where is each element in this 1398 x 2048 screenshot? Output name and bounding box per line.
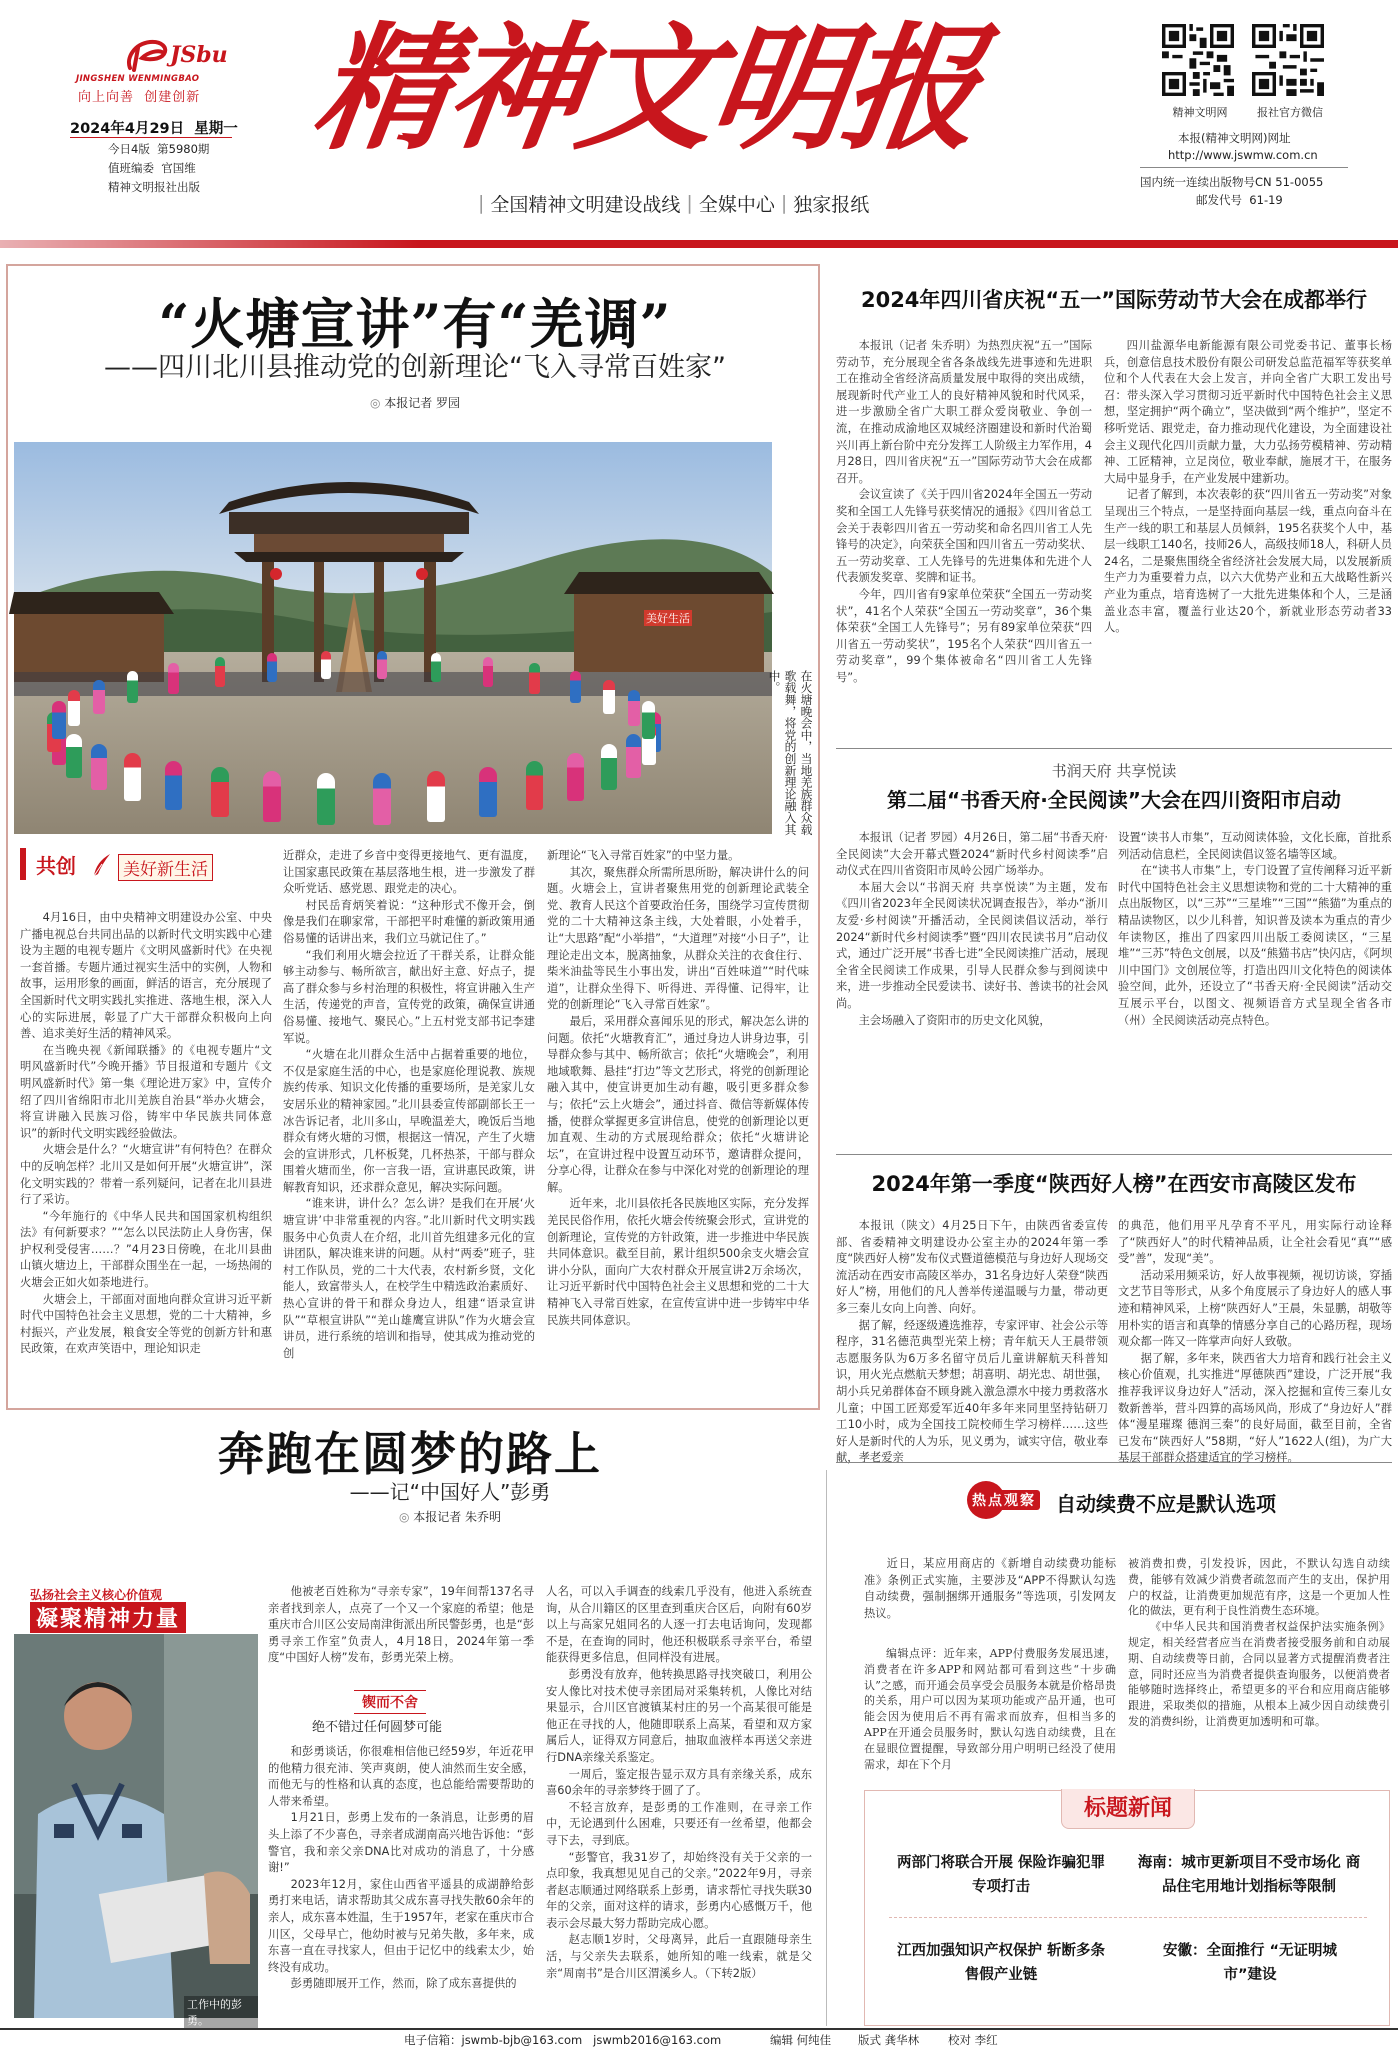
paragraph: 人名，可以入手调查的线索几乎没有，他进入系统查询，从合川籍区的区里查到重庆合区后，向附有60岁以上与高家兄姐同名的人逐一打去电话询问，发现都不是，在查询的同时，他还积极联系寻亲平台，希望能获得更多信息，但同样没有进展。 xyxy=(546,1585,812,1665)
logo-mark-icon xyxy=(124,38,170,72)
story3-col-1 xyxy=(836,830,1108,1130)
paragraph: 今年，四川省有9家单位荣获“全国五一劳动奖状”，41名个人荣获“全国五一劳动奖章”，36个集体荣获“全国工人先锋号”；另有89家单位荣获“四川省五一劳动奖状”，195名个人荣获“四川省五一劳动奖章”，99个集体被命名“四川省工人先锋号”。 xyxy=(836,587,1092,684)
festival-scene-image xyxy=(14,442,772,834)
lead-story-col-3 xyxy=(547,848,809,1370)
issue-edition: 今日4版 第5980期 xyxy=(108,142,210,156)
qr-icon xyxy=(1162,24,1234,96)
hotspot-col-1 xyxy=(864,1646,1116,1771)
paragraph: 记者了解到，本次表彰的获“四川省五一劳动奖”对象呈现出三个特点，一是坚持面向基层一线，重点向奋斗在生产一线的职工和基层人员倾斜，195名获奖个人中，基层一线职工140名，技师26人，高级技师18人，科研人员24名，二是聚焦围绕全省经济社会发展大局，以发展新质生产力为重要着力点，以六大优势产业和五大战略性新兴产业为重点，培育选树了一大批先进集体和个人，三是涵盖业态丰富，覆盖行业达20个，新就业形态劳动者33人。 xyxy=(1104,488,1392,635)
site-url[interactable]: http://www.jswmw.com.cn xyxy=(1168,148,1318,162)
briefs-header-text: 标题新闻 xyxy=(1083,1795,1172,1821)
paragraph: “彭警官，我31岁了，却始终没有关于父亲的一点印象，我真想见见自己的父亲。”2022年9月，寻亲者赵志顺通过网络联系上彭勇，请求帮忙寻找失联30年的父亲，面对这样的请求，彭勇内心感慨万千，他表示会尽最大努力帮助完成心愿。 xyxy=(546,1850,812,1930)
masthead xyxy=(0,0,1398,262)
core-values-tag-b: 凝聚精神力量 xyxy=(30,1602,186,1633)
story2-title: 2024年四川省庆祝“五一”国际劳动节大会在成都举行 xyxy=(860,288,1368,312)
paragraph: 据了解，多年来，陕西省大力培育和践行社会主义核心价值观，扎实推进“厚德陕西”建设，广泛开展“我推荐我评议身边好人”活动，深入挖掘和宣传三秦儿女数新善举，营斗四算的高场风尚，形成了“身边好人”群体“漫星璀璨 德润三秦”的良好局面，截至目前，全省已发布“陕西好人”58期，“好人”1622人(组)，为广大基层干部群众搭建适宜的学习榜样。 xyxy=(1118,1351,1392,1465)
postal-code: 邮发代号 61-19 xyxy=(1196,193,1283,207)
logo-script: JSbu xyxy=(170,42,228,68)
logo-pinyin: JINGSHEN WENMINGBAO xyxy=(76,74,200,84)
footer-email: 电子信箱：jswmb-bjb@163.com jswmb2016@163.com xyxy=(404,2033,722,2047)
byline-text: 本报记者 朱乔明 xyxy=(413,1510,502,1524)
story5-col-2 xyxy=(546,1584,812,2024)
story5-byline xyxy=(250,1508,650,1525)
qr-label-wechat: 报社官方微信 xyxy=(1257,106,1323,119)
story3-title: 第二届“书香天府·全民阅读”大会在四川资阳市启动 xyxy=(887,788,1341,812)
hotspot-badge-text: 热点观察 xyxy=(972,1493,1036,1509)
paragraph: 4月16日，由中央精神文明建设办公室、中央广播电视总台共同出品的以新时代文明实践中心建设为主题的电视专题片《文明风盛新时代》在央视一套首播。专题片通过视实生活中的实例，人物和故事，运用形象的画面，鲜活的语言，充分展现了全国新时代文明实践扎实推进、落地生根，深入人心的实际进展，彰显了广大干部群众积极向上向善、追求美好生活的精神风采。 xyxy=(20,911,272,1041)
paragraph: 活动采用频采访，好人故事视频，视切访谈，穿插文艺节目等形式，从多个角度展示了身边好人的感人事迹和精神风采，上榜“陕西好人”王晨，朱显鹏，胡敬等用朴实的语言和真挚的情感分享自己的心路历程，现场观众都一阵又一阵掌声向好人致敬。 xyxy=(1118,1268,1392,1349)
tagline-item: 全国精神文明建设战线 xyxy=(490,193,681,216)
paragraph: 本报讯（陕文）4月25日下午，由陕西省委宣传部、省委精神文明建设办公室主办的2024年第一季度“陕西好人榜”发布仪式暨道德模范与身边好人现场交流活动在西安市高陵区举办，31名身边好人荣登“陕西好人”榜，用他们的凡人善举传递温暖与力量，带动更多三秦儿女向上向善、向好。 xyxy=(836,1219,1108,1315)
story3-col-2 xyxy=(1118,830,1392,1130)
qr-icon xyxy=(1252,24,1324,96)
feather-icon xyxy=(90,852,112,878)
section-heading xyxy=(268,1688,534,1738)
footer xyxy=(0,2032,1398,2046)
qr-code-wechat[interactable] xyxy=(1252,24,1324,96)
brief-item[interactable] xyxy=(1131,1851,1367,1899)
byline-text: 本报记者 罗园 xyxy=(384,396,461,410)
briefs-header xyxy=(1061,1789,1195,1829)
paragraph: 和彭勇谈话，你很难相信他已经59岁，年近花甲的他精力很充沛、笑声爽朗，使人油然而生安全感，而他无与的性格和认真的态度，也总能给需要帮助的人带来希望。 xyxy=(268,1745,534,1808)
footer-proof: 校对 李红 xyxy=(948,2033,998,2047)
section-title: 锲而不舍 xyxy=(354,1690,426,1714)
footer-design: 版式 龚华林 xyxy=(858,2033,920,2047)
paragraph: 不轻言放弃，是彭勇的工作准则，在寻亲工作中，无论遇到什么困难，只要还有一丝希望，他都会寻下去，寻到底。 xyxy=(546,1800,812,1847)
column-tag-b: 美好新生活 xyxy=(118,854,213,881)
publisher: 精神文明报社出版 xyxy=(108,180,200,194)
story3-kicker: 书润天府 共享悦读 xyxy=(1051,762,1177,780)
paragraph: 在“读书人市集”上，专门设置了宣传阐释习近平新时代中国特色社会主义思想读物和党的二十大精神的重点出版物区，以“三苏”“三星堆”“三国”“熊猫”为重点的精品读物区，以少儿科普，知识普及读本为重点的青少年读物区，推出了四家四川出版工委阅读区，“三星堆”“三苏”特色文创展，以及“熊猫书店”快闪店，《阿坝川中国门》文创展位等，打造出四川文化特色的阅读体验空间，此外，还设立了“书香天府·全民阅读”活动交互展示平台，以图文、视频语音方式呈现全省各市（州）全民阅读活动亮点特色。 xyxy=(1118,864,1392,1027)
paragraph: 一周后，鉴定报告显示双方具有亲缘关系，成东喜60余年的寻亲梦终于圆了了。 xyxy=(546,1767,812,1798)
site-label: 本报(精神文明网)网址 xyxy=(1178,131,1291,145)
paragraph: 《中华人民共和国消费者权益保护法实施条例》规定，相关经营者应当在消费者接受服务前和自动展期、自动续费等日前，合同以显著方式提醒消费者注意，同时还应当为消费者提供查询服务，以便消费者能够随时选择终止，希望更多的平台和应用商店能够跟进，采取类似的措施，从根本上减少因自动续费引发的消费纠纷，让消费更加透明和可靠。 xyxy=(1128,1620,1390,1728)
paragraph: 火塘会上，干部面对面地向群众宣讲习近平新时代中国特色社会主义思想，党的二十大精神，乡村振兴，产业发展，粮食安全等党的创新方针和惠民政策，在欢声笑语中，理论知识走 xyxy=(20,1292,272,1356)
core-values-tag xyxy=(20,1586,270,1632)
qr-label-website: 精神文明网 xyxy=(1172,106,1228,119)
paragraph: 最后，采用群众喜闻乐见的形式，解决怎么讲的问题。依托“火塘教育汇”，通过身边人讲身边事，引导群众参与其中、畅所欲言；依托“火塘晚会”，利用地域歌舞、悬挂“打边”等文艺形式，将党的创新理论融入其中，使宣讲更加生动有趣，吸引更多群众参与；依托“云上火塘会”，通过抖音、微信等新媒体传播，使群众掌握更多宣讲信息，使党的创新理论以更加直观、生动的方式展现给群众；依托“火塘讲论坛”，在宣讲过程中设置互动环节，邀请群众提问，分享心得，让群众在参与中深化对党的创新理论的理解。 xyxy=(547,1014,809,1194)
brief-item-text: 海南：城市更新项目不受市场化 商品住宅用地计划指标等限制 xyxy=(1137,1855,1361,1895)
story4-title: 2024年第一季度“陕西好人榜”在西安市高陵区发布 xyxy=(871,1172,1357,1196)
story4-col-1 xyxy=(836,1218,1108,1465)
story4-col-2 xyxy=(1118,1218,1392,1465)
paragraph: 2023年12月，家住山西省平遥县的成湖静给彭勇打来电话，请求帮助其父成东喜寻找失散60余年的亲人，成东喜本姓温，生于1957年，老家在重庆市合川区，父母早亡，他幼时被与兄弟失散，多年来，成东喜一直在寻找家人，但由于记忆中的线索太少，始终没有成功。 xyxy=(268,1877,534,1974)
byline-dot-icon: ◎ xyxy=(398,1510,414,1524)
hotspot-col-1-lead xyxy=(864,1556,1116,1646)
paragraph: 的典范，他们用平凡孕育不平凡，用实际行动诠释了“陕西好人”的时代精神品质，让全社会看见“真”“感受”善”，发现“美”。 xyxy=(1118,1219,1392,1266)
paragraph: 近群众，走进了乡音中变得更接地气、更有温度，让国家惠民政策在基层落地生根，进一步激发了群众听党话、感党恩、跟党走的决心。 xyxy=(283,849,535,896)
brief-item[interactable] xyxy=(1155,1939,1345,1987)
paragraph: 被消费扣费，引发投诉，因此，不默认勾选自动续费，能够有效减少消费者疏忽而产生的支出，保护用户的权益，让消费更加规范有序，这是一个更加人性化的做法，更有利于良性消费生态环境。 xyxy=(1128,1557,1390,1618)
paragraph: 彭勇没有放弃，他转换思路寻找突破口，利用公安人像比对技术使寻亲团局对采集转机，人像比对结果显示，合川区官渡镇某村庄的另一个高某很可能是他正在寻找的人，他随即联系上高某，看望和双方家属后人，证得双方同意后，抽取血液样本再送父亲进行DNA亲缘关系鉴定。 xyxy=(546,1667,812,1764)
paragraph: 本报讯（记者 朱乔明）为热烈庆祝“五一”国际劳动节，充分展现全省各条战线先进事迹和先进职工在推动全省经济高质量发展中取得的突出成绩，展现新时代产业工人的良好精神风貌和时代风采，进一步激励全省广大职工群众爱岗敬业、争创一流，在推动成渝地区双城经济圈建设和新时代治蜀兴川再上新台阶中充分发挥工人阶级主力军作用，4月28日，四川省庆祝“五一”国际劳动节大会在成都召开。 xyxy=(836,339,1092,485)
paragraph: 主会场融入了资阳市的历史文化风貌， xyxy=(858,1013,1051,1027)
paragraph: 1月21日，彭勇上发布的一条消息，让彭勇的眉头上添了不少喜色，寻亲者成湖南高兴地告诉他：“彭警官，我和亲父亲DNA比对成功的消息了，十分感谢!” xyxy=(268,1811,534,1875)
lead-story-col-2 xyxy=(283,848,535,1370)
column-tag xyxy=(20,848,220,882)
brief-item[interactable] xyxy=(891,1939,1111,1987)
paragraph: 设置“读书人市集”，互动阅读体验，文化长廊，首批系列活动信息栏，全民阅读倡议签名墙等区域。 xyxy=(1118,831,1392,861)
paragraph: 本届大会以“书润天府 共享悦读”为主题，发布《四川省2023年全民阅读状况调查报告》，举办“浙川友爱·乡村阅读”开播活动，全民阅读倡议活动，举行2024“新时代乡村阅读季”暨“四川农民读书月”启动仪式，通过广泛开展“书香七进”全民阅读推广活动，展现全省全民阅读工作成果，引导人民群众参与到阅读中来，进一步推动全民爱读书、读好书、善读书的社会风尚。 xyxy=(836,880,1108,1010)
paragraph: 火塘会是什么？“火塘宣讲”有何特色？在群众中的反响怎样？北川又是如何开展“火塘宣讲”，深化文明实践的？带着一系列疑问，记者在北川县进行了采访。 xyxy=(20,1143,272,1207)
column-tag-a: 共创 xyxy=(36,854,76,878)
brief-item-text: 安徽：全面推行 “无证明城市”建设 xyxy=(1162,1943,1338,1983)
lead-story-subtitle: ——四川北川县推动党的创新理论“飞入寻常百姓家” xyxy=(104,352,726,383)
brief-item-text: 江西加强知识产权保护 斩断多条售假产业链 xyxy=(896,1943,1106,1983)
story2-col-2 xyxy=(1104,338,1392,736)
duty-editor: 值班编委 官国维 xyxy=(108,161,196,175)
story5-col-1-top xyxy=(268,1584,534,1682)
cn-number: 国内统一连续出版物号CN 51-0055 xyxy=(1140,175,1324,189)
officer-portrait-image xyxy=(14,1634,258,2018)
paragraph: “今年施行的《中华人民共和国国家机构组织法》有何新要求？”“怎么以民法防止人身伤害，保护权利受侵害……？”4月23日傍晚，在北川县曲山镇火塘边上，干部群众围坐在一起，一场热闹的火塘会正如火如荼地进行。 xyxy=(20,1209,272,1290)
paragraph: 其次，聚焦群众所需所思所盼，解决讲什么的问题。火塘会上，宣讲者聚焦用党的创新理论武装全党、教育人民这个首要政治任务，围绕学习宣传贯彻党的二十大精神这条主线，大处着眼，小处着手，让“大思路”配“小举措”，“大道理”对接“小日子”，让理论走出文本，脱离抽象，从群众关注的衣食住行、柴米油盐等民生小事出发，讲出“百姓味道”“时代味道”，让群众坐得下、听得进、弄得懂、记得牢，让党的创新理论“飞入寻常百姓家”。 xyxy=(547,865,809,1012)
paragraph: 新理论“飞入寻常百姓家”的中坚力量。 xyxy=(547,849,740,862)
issue-date: 2024年4月29日 星期一 xyxy=(70,121,238,137)
hotspot-badge xyxy=(962,1478,1042,1522)
briefs-box xyxy=(864,1790,1390,2026)
brief-item-text: 两部门将联合开展 保险诈骗犯罪专项打击 xyxy=(896,1855,1106,1895)
paragraph: 村民岳育炳笑着说：“这种形式不像开会，倒像是我们在聊家常，干部把平时难懂的新政策用通俗易懂的话讲出来，我们立马就记住了。” xyxy=(283,898,535,945)
paragraph: 编辑点评：近年来，APP付费服务发展迅速，消费者在许多APP和网站都可看到这些“十步确认”之感，而开通会员享受会员服务本就是价格昂贵的关系，用户可以因为某项功能或产品开通，也可能会因为使用后不再有需求而放弃，但相当多的APP在开通会员服务时，默认勾选自动续费，且在在显眼位置提醒，导致部分用户明明已经没了使用需求，却在下个月 xyxy=(864,1647,1116,1771)
tagline-item: 全媒中心 xyxy=(698,193,775,216)
masthead-rule xyxy=(0,240,1398,248)
paragraph: “谁来讲，讲什么？怎么讲？是我们在开展‘火塘宣讲’中非常重视的内容。”北川新时代文明实践服务中心负责人在介绍，北川首先组建多元化的宣讲团队，解决谁来讲的问题。从村“两委”班子，驻村工作队员，党的二十大代表，农村新乡贤，文化能人，致富带头人，在校学生中精选政治素质好、热心宣讲的骨干和群众身边人，组建“语录宣讲队”“草根宣讲队”“羌山雄鹰宣讲队”作为火塘会宣讲员，进行系统的培训和指导，使其成为推动党的创 xyxy=(283,1197,535,1360)
paragraph: 彭勇随即展开工作，然而，除了成东喜提供的 xyxy=(290,1977,517,1991)
story2-col-1 xyxy=(836,338,1092,736)
byline-dot-icon: ◎ xyxy=(369,396,385,410)
section-subtitle: 绝不错过任何圆梦可能 xyxy=(312,1720,443,1735)
core-values-tag-a: 弘扬社会主义核心价值观 xyxy=(30,1588,163,1602)
paragraph: 近日，某应用商店的《新增自动续费功能标准》条例正式实施，主要涉及“APP不得默认勾选自动续费，强制捆绑开通服务”等选项，引发网友热议。 xyxy=(864,1557,1116,1620)
paragraph: 近年来，北川县依托各民族地区实际，充分发挥羌民民俗作用，依托火塘会传统聚会形式，宣讲党的创新理论，宣传党的方针政策，进一步推进中华民族共同体意识。截至目前，累计组织500余支火塘会宣讲小分队，面向广大农村群众开展宣讲2万余场次，让习近平新时代中国特色社会主义思想和党的二十大精神飞入寻常百姓家，在宣传宣讲中进一步铸牢中华民族共同体意识。 xyxy=(547,1197,809,1327)
qr-code-website[interactable] xyxy=(1162,24,1234,96)
masthead-slogan: 向上向善 创建创新 xyxy=(78,90,201,105)
story5-photo xyxy=(14,1634,258,2027)
hotspot-col-2 xyxy=(1128,1556,1390,1768)
story5-title: 奔跑在圆梦的路上 xyxy=(218,1427,602,1481)
footer-editor: 编辑 何纯佳 xyxy=(770,2033,832,2047)
lead-story-photo xyxy=(14,442,772,834)
paragraph: 他被老百姓称为“寻亲专家”，19年间帮137名寻亲者找到亲人，点亮了一个又一个家庭的希望；他是重庆市合川区公安局南津街派出所民警彭勇，也是“彭勇寻亲工作室”负责人，4月18日，2024年第一季度“中国好人榜”发布，彭勇光荣上榜。 xyxy=(268,1585,534,1665)
paragraph: 四川盐源华电新能源有限公司党委书记、董事长杨兵，创意信息技术股份有限公司研发总监范福军等获奖单位和个人代表在大会上发言，并向全省广大职工发出号召：带头深入学习贯彻习近平新时代中国特色社会主义思想，坚定拥护“两个确立”，坚决做到“两个维护”，坚定不移听党话、跟党走，奋力推动现代化建设，为全面建设社会主义现代化四川贡献力量，大力弘扬劳模精神、劳动精神、工匠精神，立足岗位，敬业奉献，施展才干，在服务大局中显身手，在产业发展中建新功。 xyxy=(1104,339,1392,485)
paragraph: 会议宣读了《关于四川省2024年全国五一劳动奖和全国工人先锋号获奖情况的通报》《四川省总工会关于表彰四川省五一劳动奖和命名四川省工人先锋号的决定》，向荣获全国和四川省五一劳动奖状、五一劳动奖章、工人先锋号的先进集体和先进个人代表颁发奖章、奖牌和证书。 xyxy=(836,488,1092,585)
paragraph: 赵志顺1岁时，父母离异，此后一直跟随母亲生活，与父亲失去联系，她所知的唯一线索，就是父亲“周南书”是合川区渭溪乡人。（下转2版） xyxy=(546,1933,812,1980)
paragraph: “火塘在北川群众生活中占据着重要的地位，不仅是家庭生活的中心，也是家庭伦理说教、族规族约传承、知识文化传播的重要场所，是羌家儿女安居乐业的精神家园。”北川县委宣传部副部长王一冰告诉记者，北川多山，早晚温差大，晚饭后当地群众有烤火塘的习惯，根据这一情况，产生了火塘会的宣讲形式，几杯板凳，几杯热茶，干部与群众围着火塘而坐，你一言我一语，宣讲惠民政策，讲解教育知识，还求群众意见，解决实际问题。 xyxy=(283,1048,535,1194)
photo-caption: 在火塘晚会中，当地羌族群众载歌载舞，将党的创新理论融入其中。 xyxy=(767,670,813,836)
paragraph: “我们利用火塘会拉近了干群关系，让群众能够主动参与、畅所欲言，献出好主意、好点子，提高了群众参与乡村治理的积极性，将宣讲融入生产生活，传递党的声音，宣传党的政策，确保宣讲通俗易懂、接地气、聚民心。”上五村党支部书记李建军说。 xyxy=(283,948,535,1045)
hotspot-title: 自动续费不应是默认选项 xyxy=(1056,1492,1276,1516)
paragraph: 本报讯（记者 罗园）4月26日，第二届“书香天府·全民阅读”大会开幕式暨2024“新时代乡村阅读季”启动仪式在四川省资阳市凤岭公园广场举办。 xyxy=(836,831,1108,878)
paragraph: 在当晚央视《新闻联播》的《电视专题片“文明风盛新时代”今晚开播》节目报道和专题片《文明风盛新时代》第一集《理论进万家》中，宣传介绍了四川省绵阳市北川羌族自治县“举办火塘会，将宣讲融入民族习俗，铸牢中华民族共同体意识”的新时代文明实践经验做法。 xyxy=(20,1043,272,1140)
tagline: | 全国精神文明建设战线 | 全媒中心 | 独家报纸 xyxy=(472,188,869,218)
story5-col-1 xyxy=(268,1744,534,2024)
footer-rule xyxy=(0,2028,1398,2030)
lead-story-byline xyxy=(20,394,810,411)
story5-subtitle: ——记“中国好人”彭勇 xyxy=(349,1480,551,1504)
photo-sign-text: 美好生活 xyxy=(646,612,690,625)
brief-item[interactable] xyxy=(891,1851,1111,1899)
story5-photo-caption: 工作中的彭勇。 xyxy=(184,1996,258,2028)
lead-story-col-1 xyxy=(20,910,272,1370)
paragraph: 据了解，经逐级遴选推荐，专家评审、社会公示等程序，31名德范典型光荣上榜；青年航天人王晨带领志愿服务队为6万多名留守员后儿童讲解航天科普知识，用火光点燃航天梦想；胡喜明、胡光忠、胡世强，胡小兵兄弟群体奋不顾身跳入激急漂水中接力勇救落水儿童；中国工匠郑爱军近40年多年来同里坚持钻研刀工10小时，成为全国技工院校师生学习榜样……这些好人是新时代的人为乐，见义勇为，诚实守信，敬业奉献，孝老爱亲 xyxy=(836,1318,1108,1465)
tagline-item: 独家报纸 xyxy=(793,193,870,216)
lead-story-title: “火塘宣讲”有“羌调” xyxy=(158,292,672,356)
newspaper-title: 精神文明报 xyxy=(304,9,988,169)
